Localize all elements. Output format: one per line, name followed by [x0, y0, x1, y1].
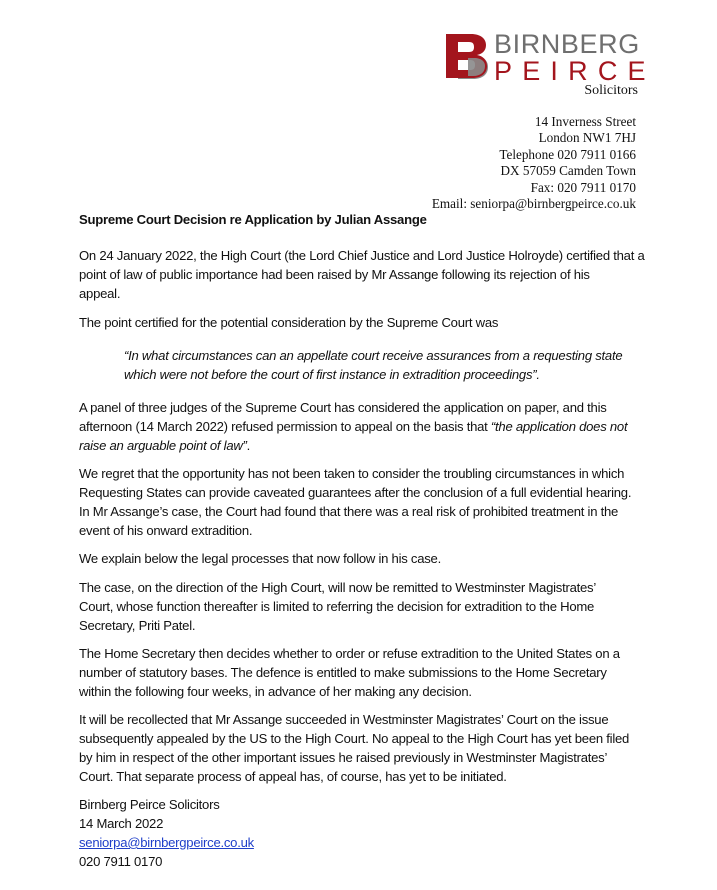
paragraph-3-line-2-plain: afternoon (14 March 2022) refused permission to appeal on the basis that — [79, 419, 491, 434]
paragraph-7-line-2: number of statutory bases. The defence is entitled to make submissions to the Home Secretary — [79, 665, 607, 680]
logo-text-birnberg: BIRNBERG — [494, 29, 640, 59]
paragraph-6-line-2: Court, whose function thereafter is limited to referring the decision for extradition to the Home — [79, 599, 595, 614]
signature-phone: 020 7911 0170 — [79, 854, 163, 869]
paragraph-8-line-3: by him in respect of the other important issues he raised previously in Westminster Magistrates’ — [79, 750, 608, 765]
signature-date: 14 March 2022 — [79, 816, 164, 831]
paragraph-3-line-3-plain: . — [246, 438, 251, 453]
paragraph-4-line-3: In Mr Assange’s case, the Court had found that there was a real risk of prohibited treatment in the — [79, 504, 619, 519]
paragraph-6-line-3: Secretary, Priti Patel. — [79, 618, 196, 633]
paragraph-5-line-1: We explain below the legal processes that now follow in his case. — [79, 551, 441, 566]
paragraph-8-line-4: Court. That separate process of appeal has, of course, has yet to be initiated. — [79, 769, 507, 784]
address-fax: Fax: 020 7911 0170 — [530, 179, 636, 195]
paragraph-7-line-1: The Home Secretary then decides whether to order or refuse extradition to the United States on a — [79, 646, 620, 661]
firm-logo — [444, 28, 656, 100]
document-title: Supreme Court Decision re Application by Julian Assange — [79, 212, 427, 227]
paragraph-8-line-1: It will be recollected that Mr Assange succeeded in Westminster Magistrates’ Court on the issue — [79, 712, 609, 727]
signature-email-link[interactable]: seniorpa@birnbergpeirce.co.uk — [79, 835, 254, 850]
signature-firm: Birnberg Peirce Solicitors — [79, 797, 220, 812]
paragraph-6-line-1: The case, on the direction of the High Court, will now be remitted to Westminster Magistrates’ — [79, 580, 596, 595]
paragraph-1-line-2: point of law of public importance had been raised by Mr Assange following its rejection of his — [79, 267, 590, 282]
paragraph-3-line-2 — [79, 419, 627, 435]
paragraph-4-line-2: Requesting States can provide caveated guarantees after the conclusion of a full evidential hearing. — [79, 485, 632, 500]
paragraph-3-line-3-italic: raise an arguable point of law” — [79, 438, 247, 453]
address-street: 14 Inverness Street — [534, 114, 636, 129]
logo-subtitle: Solicitors — [584, 83, 638, 98]
paragraph-8-line-2: subsequently appealed by the US to the High Court. No appeal to the High Court has yet been filed — [79, 731, 630, 746]
quote-line-1: “In what circumstances can an appellate court receive assurances from a requesting state — [124, 348, 623, 363]
address-email: Email: seniorpa@birnbergpeirce.co.uk — [431, 196, 636, 212]
paragraph-2-line-1: The point certified for the potential consideration by the Supreme Court was — [79, 315, 499, 330]
logo-text-peirce: PEIRCE — [494, 56, 656, 86]
address-block — [432, 114, 636, 212]
paragraph-7-line-3: within the following four weeks, in advance of her making any decision. — [79, 684, 472, 699]
paragraph-4-line-4: event of his onward extradition. — [79, 523, 253, 538]
address-telephone: Telephone 020 7911 0166 — [499, 146, 636, 162]
quote-line-2: which were not before the court of first instance in extradition proceedings”. — [124, 367, 540, 382]
paragraph-3-line-2-italic: “the application does not — [490, 419, 628, 434]
address-dx: DX 57059 Camden Town — [500, 163, 636, 179]
logo-b-monogram-icon — [444, 32, 492, 80]
paragraph-4-line-1: We regret that the opportunity has not been taken to consider the troubling circumstances in which — [79, 466, 625, 481]
paragraph-3-line-1: A panel of three judges of the Supreme Court has considered the application on paper, and this — [79, 400, 607, 415]
paragraph-1-line-1: On 24 January 2022, the High Court (the Lord Chief Justice and Lord Justice Holroyde) certified that a — [79, 248, 645, 263]
paragraph-3-line-3 — [79, 438, 250, 454]
paragraph-1-line-3: appeal. — [79, 286, 121, 301]
address-city: London NW1 7HJ — [538, 130, 636, 146]
